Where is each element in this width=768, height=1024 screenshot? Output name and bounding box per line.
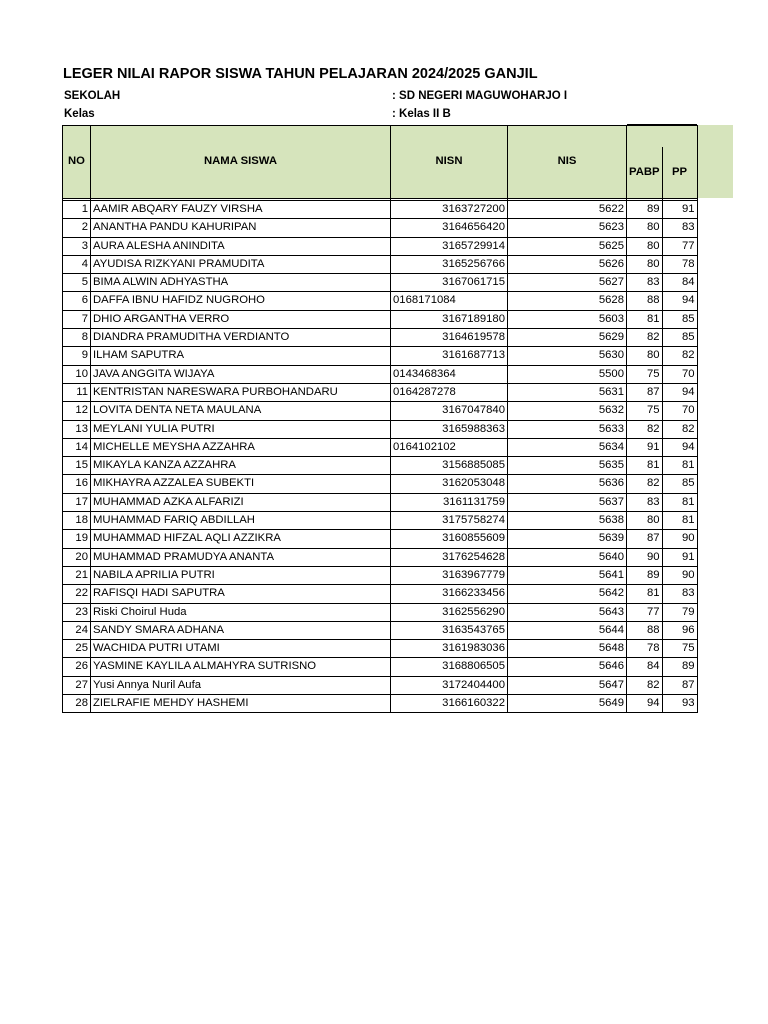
- table-row: [63, 237, 698, 255]
- student-nisn: 3176254628: [391, 548, 508, 566]
- table-row: [63, 475, 698, 493]
- student-nisn: 3161131759: [391, 493, 508, 511]
- grade-pabp: 82: [627, 676, 663, 694]
- grade-pabp: 83: [627, 493, 663, 511]
- student-nisn: 3167189180: [391, 310, 508, 328]
- student-nis: 5648: [508, 640, 627, 658]
- row-number: 23: [63, 603, 91, 621]
- row-number: 4: [63, 255, 91, 273]
- table-row: [63, 566, 698, 584]
- row-number: 13: [63, 420, 91, 438]
- grade-pabp: 91: [627, 438, 663, 456]
- student-nis: 5632: [508, 402, 627, 420]
- student-nisn: 3166233456: [391, 585, 508, 603]
- table-row: [63, 438, 698, 456]
- grade-pp: 81: [662, 457, 697, 475]
- student-name: DHIO ARGANTHA VERRO: [91, 310, 391, 328]
- grade-pp: 81: [662, 493, 697, 511]
- student-nisn: 3164656420: [391, 219, 508, 237]
- grade-pp: 85: [662, 475, 697, 493]
- student-nis: 5649: [508, 695, 627, 713]
- grade-pp: 94: [662, 383, 697, 401]
- table-row: [63, 530, 698, 548]
- student-nisn: 0143468364: [391, 365, 508, 383]
- col-header-pp: PP: [662, 147, 697, 199]
- grade-pp: 82: [662, 420, 697, 438]
- row-number: 1: [63, 201, 91, 219]
- grade-pabp: 87: [627, 530, 663, 548]
- grade-pp: 85: [662, 310, 697, 328]
- row-number: 26: [63, 658, 91, 676]
- student-name: BIMA ALWIN ADHYASTHA: [91, 274, 391, 292]
- student-name: MUHAMMAD HIFZAL AQLI AZZIKRA: [91, 530, 391, 548]
- grade-pp: 77: [662, 237, 697, 255]
- row-number: 7: [63, 310, 91, 328]
- grade-pp: 94: [662, 292, 697, 310]
- student-nisn: 3163543765: [391, 621, 508, 639]
- student-nisn: 3175758274: [391, 512, 508, 530]
- table-row: [63, 219, 698, 237]
- student-name: RAFISQI HADI SAPUTRA: [91, 585, 391, 603]
- grade-pp: 96: [662, 621, 697, 639]
- row-number: 2: [63, 219, 91, 237]
- student-name: AURA ALESHA ANINDITA: [91, 237, 391, 255]
- grade-pabp: 90: [627, 548, 663, 566]
- table-row: [63, 310, 698, 328]
- student-nis: 5633: [508, 420, 627, 438]
- table-row: [63, 347, 698, 365]
- grade-pp: 70: [662, 402, 697, 420]
- row-number: 20: [63, 548, 91, 566]
- student-nisn: 3167061715: [391, 274, 508, 292]
- grade-pabp: 80: [627, 347, 663, 365]
- table-row: [63, 640, 698, 658]
- col-header-name: NAMA SISWA: [91, 126, 391, 199]
- student-nis: 5647: [508, 676, 627, 694]
- student-nisn: 3168806505: [391, 658, 508, 676]
- student-nisn: 3167047840: [391, 402, 508, 420]
- student-nis: 5625: [508, 237, 627, 255]
- col-header-nisn: NISN: [391, 126, 508, 199]
- grade-pp: 84: [662, 274, 697, 292]
- table-row: [63, 365, 698, 383]
- row-number: 28: [63, 695, 91, 713]
- grade-pp: 79: [662, 603, 697, 621]
- grade-pabp: 81: [627, 585, 663, 603]
- student-nis: 5628: [508, 292, 627, 310]
- grade-pp: 93: [662, 695, 697, 713]
- row-number: 11: [63, 383, 91, 401]
- row-number: 12: [63, 402, 91, 420]
- student-nis: 5603: [508, 310, 627, 328]
- student-name: AYUDISA RIZKYANI PRAMUDITA: [91, 255, 391, 273]
- table-row: [63, 201, 698, 219]
- student-name: KENTRISTAN NARESWARA PURBOHANDARU: [91, 383, 391, 401]
- table-row: [63, 420, 698, 438]
- grade-pabp: 80: [627, 237, 663, 255]
- student-name: SANDY SMARA ADHANA: [91, 621, 391, 639]
- student-name: DAFFA IBNU HAFIDZ NUGROHO: [91, 292, 391, 310]
- grade-pabp: 83: [627, 274, 663, 292]
- table-row: [63, 402, 698, 420]
- student-nisn: 3161687713: [391, 347, 508, 365]
- row-number: 9: [63, 347, 91, 365]
- student-nisn: 3165256766: [391, 255, 508, 273]
- student-nisn: 3162053048: [391, 475, 508, 493]
- student-nis: 5635: [508, 457, 627, 475]
- grade-pp: 70: [662, 365, 697, 383]
- row-number: 17: [63, 493, 91, 511]
- student-name: DIANDRA PRAMUDITHA VERDIANTO: [91, 329, 391, 347]
- student-name: MUHAMMAD AZKA ALFARIZI: [91, 493, 391, 511]
- grade-pabp: 88: [627, 621, 663, 639]
- student-nisn: 3163727200: [391, 201, 508, 219]
- student-nisn: 3166160322: [391, 695, 508, 713]
- table-row: [63, 548, 698, 566]
- grade-pp: 91: [662, 548, 697, 566]
- grade-pp: 78: [662, 255, 697, 273]
- table-row: [63, 603, 698, 621]
- student-nisn: 3162556290: [391, 603, 508, 621]
- table-row: [63, 621, 698, 639]
- row-number: 14: [63, 438, 91, 456]
- student-nisn: 3156885085: [391, 457, 508, 475]
- col-header-pabp: PABP: [627, 147, 663, 199]
- grade-pp: 81: [662, 512, 697, 530]
- student-nis: 5623: [508, 219, 627, 237]
- student-name: ANANTHA PANDU KAHURIPAN: [91, 219, 391, 237]
- student-name: MIKHAYRA AZZALEA SUBEKTI: [91, 475, 391, 493]
- table-row: [63, 292, 698, 310]
- grade-group-header: [627, 126, 698, 147]
- row-number: 15: [63, 457, 91, 475]
- grade-pp: 83: [662, 585, 697, 603]
- student-name: MUHAMMAD PRAMUDYA ANANTA: [91, 548, 391, 566]
- grade-pp: 90: [662, 566, 697, 584]
- grade-pp: 83: [662, 219, 697, 237]
- student-name: MEYLANI YULIA PUTRI: [91, 420, 391, 438]
- header-fill-extension: [697, 125, 733, 198]
- grade-pp: 89: [662, 658, 697, 676]
- row-number: 19: [63, 530, 91, 548]
- grade-pabp: 84: [627, 658, 663, 676]
- student-nis: 5627: [508, 274, 627, 292]
- student-nis: 5644: [508, 621, 627, 639]
- grade-pabp: 81: [627, 457, 663, 475]
- grade-pabp: 75: [627, 402, 663, 420]
- grade-pp: 90: [662, 530, 697, 548]
- grade-pp: 94: [662, 438, 697, 456]
- grade-pabp: 88: [627, 292, 663, 310]
- col-header-nis: NIS: [508, 126, 627, 199]
- school-value: : SD NEGERI MAGUWOHARJO I: [392, 90, 568, 102]
- grade-pp: 75: [662, 640, 697, 658]
- student-nis: 5634: [508, 438, 627, 456]
- student-name: LOVITA DENTA NETA MAULANA: [91, 402, 391, 420]
- table-row: [63, 676, 698, 694]
- grade-pabp: 77: [627, 603, 663, 621]
- table-row: [63, 658, 698, 676]
- table-row: [63, 585, 698, 603]
- grade-pabp: 80: [627, 512, 663, 530]
- student-nis: 5637: [508, 493, 627, 511]
- grade-pabp: 78: [627, 640, 663, 658]
- class-label: Kelas: [64, 108, 95, 120]
- grade-pabp: 81: [627, 310, 663, 328]
- table-row: [63, 695, 698, 713]
- student-name: MIKAYLA KANZA AZZAHRA: [91, 457, 391, 475]
- student-nis: 5639: [508, 530, 627, 548]
- table-row: [63, 255, 698, 273]
- table-row: [63, 493, 698, 511]
- student-nisn: 3160855609: [391, 530, 508, 548]
- student-nisn: 3164619578: [391, 329, 508, 347]
- grade-pabp: 94: [627, 695, 663, 713]
- row-number: 8: [63, 329, 91, 347]
- row-number: 18: [63, 512, 91, 530]
- class-value: : Kelas II B: [392, 108, 451, 120]
- grade-pabp: 87: [627, 383, 663, 401]
- student-nis: 5500: [508, 365, 627, 383]
- student-nisn: 3165988363: [391, 420, 508, 438]
- student-nis: 5643: [508, 603, 627, 621]
- student-nisn: 3165729914: [391, 237, 508, 255]
- student-nis: 5622: [508, 201, 627, 219]
- row-number: 21: [63, 566, 91, 584]
- student-nis: 5629: [508, 329, 627, 347]
- student-name: Riski Choirul Huda: [91, 603, 391, 621]
- grade-pabp: 80: [627, 255, 663, 273]
- table-row: [63, 457, 698, 475]
- student-nis: 5626: [508, 255, 627, 273]
- student-nisn: 3172404400: [391, 676, 508, 694]
- table-row: [63, 274, 698, 292]
- student-rows: [63, 199, 698, 713]
- student-name: ILHAM SAPUTRA: [91, 347, 391, 365]
- row-number: 27: [63, 676, 91, 694]
- grade-ledger-table: [62, 125, 698, 713]
- school-label: SEKOLAH: [64, 90, 121, 102]
- student-nis: 5636: [508, 475, 627, 493]
- grade-pabp: 82: [627, 475, 663, 493]
- student-nis: 5642: [508, 585, 627, 603]
- row-number: 16: [63, 475, 91, 493]
- table-row: [63, 383, 698, 401]
- student-nisn: 3161983036: [391, 640, 508, 658]
- student-nisn: 0164102102: [391, 438, 508, 456]
- grade-pabp: 89: [627, 566, 663, 584]
- table-row: [63, 329, 698, 347]
- grade-pabp: 82: [627, 329, 663, 347]
- student-name: ZIELRAFIE MEHDY HASHEMI: [91, 695, 391, 713]
- row-number: 3: [63, 237, 91, 255]
- student-name: MICHELLE MEYSHA AZZAHRA: [91, 438, 391, 456]
- grade-pabp: 80: [627, 219, 663, 237]
- row-number: 22: [63, 585, 91, 603]
- grade-pp: 82: [662, 347, 697, 365]
- student-nis: 5641: [508, 566, 627, 584]
- student-name: AAMIR ABQARY FAUZY VIRSHA: [91, 201, 391, 219]
- student-name: NABILA APRILIA PUTRI: [91, 566, 391, 584]
- student-name: MUHAMMAD FARIQ ABDILLAH: [91, 512, 391, 530]
- page-title: LEGER NILAI RAPOR SISWA TAHUN PELAJARAN 2024/2025 GANJIL: [63, 66, 538, 82]
- grade-pabp: 75: [627, 365, 663, 383]
- student-nisn: 3163967779: [391, 566, 508, 584]
- student-name: YASMINE KAYLILA ALMAHYRA SUTRISNO: [91, 658, 391, 676]
- student-name: JAVA ANGGITA WIJAYA: [91, 365, 391, 383]
- row-number: 5: [63, 274, 91, 292]
- student-nis: 5638: [508, 512, 627, 530]
- row-number: 25: [63, 640, 91, 658]
- student-nis: 5640: [508, 548, 627, 566]
- grade-pabp: 89: [627, 201, 663, 219]
- col-header-no: NO: [63, 126, 91, 199]
- row-number: 10: [63, 365, 91, 383]
- row-number: 24: [63, 621, 91, 639]
- grade-pp: 85: [662, 329, 697, 347]
- student-nisn: 0168171084: [391, 292, 508, 310]
- student-name: WACHIDA PUTRI UTAMI: [91, 640, 391, 658]
- student-nis: 5630: [508, 347, 627, 365]
- student-name: Yusi Annya Nuril Aufa: [91, 676, 391, 694]
- row-number: 6: [63, 292, 91, 310]
- student-nisn: 0164287278: [391, 383, 508, 401]
- student-nis: 5631: [508, 383, 627, 401]
- student-nis: 5646: [508, 658, 627, 676]
- table-row: [63, 512, 698, 530]
- grade-pabp: 82: [627, 420, 663, 438]
- grade-pp: 91: [662, 201, 697, 219]
- grade-pp: 87: [662, 676, 697, 694]
